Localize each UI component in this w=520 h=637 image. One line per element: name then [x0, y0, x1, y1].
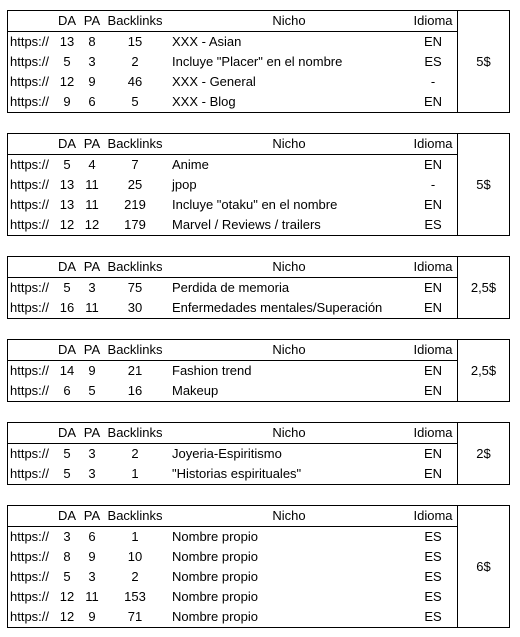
cell-backlinks: 7: [131, 157, 139, 172]
cell-pa: 3: [88, 466, 96, 481]
table-row[interactable]: [8, 32, 457, 52]
header-backlinks: Backlinks: [107, 508, 163, 523]
table-row[interactable]: [8, 155, 457, 175]
cell-nicho: Incluye "Placer" en el nombre: [172, 54, 343, 69]
header-url: [10, 340, 54, 360]
cell-nicho: Fashion trend: [172, 363, 252, 378]
header-nicho: Nicho: [272, 13, 306, 28]
cell-url[interactable]: https://: [10, 34, 50, 49]
cell-backlinks: 15: [127, 34, 143, 49]
cell-da: 5: [63, 157, 71, 172]
cell-nicho: Nombre propio: [172, 569, 258, 584]
header-backlinks: Backlinks: [107, 13, 163, 28]
cell-da: 5: [63, 280, 71, 295]
cell-backlinks: 21: [127, 363, 143, 378]
cell-nicho: Marvel / Reviews / trailers: [172, 217, 321, 232]
cell-pa: 11: [85, 300, 99, 315]
cell-idioma: ES: [424, 589, 442, 604]
cell-nicho: Nombre propio: [172, 589, 258, 604]
cell-da: 5: [63, 446, 71, 461]
cell-url[interactable]: https://: [10, 549, 50, 564]
cell-backlinks: 2: [131, 54, 139, 69]
cell-da: 12: [59, 217, 75, 232]
site-table: [7, 133, 458, 236]
cell-backlinks: 30: [127, 300, 143, 315]
cell-pa: 3: [88, 446, 96, 461]
cell-nicho: jpop: [172, 177, 197, 192]
cell-nicho: Perdida de memoria: [172, 280, 290, 295]
cell-idioma: EN: [423, 280, 443, 295]
cell-backlinks: 1: [131, 529, 139, 544]
cell-pa: 11: [85, 177, 99, 192]
table-row[interactable]: [8, 195, 457, 215]
table-row[interactable]: [8, 52, 457, 72]
cell-da: 6: [63, 383, 71, 398]
header-idioma: Idioma: [413, 136, 453, 151]
table-row[interactable]: [8, 547, 457, 567]
cell-backlinks: 75: [127, 280, 143, 295]
cell-url[interactable]: https://: [10, 280, 50, 295]
table-row[interactable]: [8, 298, 457, 318]
cell-idioma: ES: [424, 54, 442, 69]
header-row: [8, 134, 457, 155]
cell-idioma: EN: [423, 466, 443, 481]
table-row[interactable]: [8, 278, 457, 298]
cell-pa: 4: [88, 157, 96, 172]
cell-pa: 9: [88, 609, 96, 624]
header-nicho: Nicho: [272, 259, 306, 274]
cell-url[interactable]: https://: [10, 466, 50, 481]
header-idioma: Idioma: [413, 259, 453, 274]
header-url: [10, 11, 54, 31]
cell-backlinks: 1: [131, 466, 139, 481]
cell-url[interactable]: https://: [10, 54, 50, 69]
header-da: DA: [57, 259, 77, 274]
header-pa: PA: [83, 259, 101, 274]
header-idioma: Idioma: [413, 508, 453, 523]
cell-da: 14: [59, 363, 75, 378]
header-da: DA: [57, 508, 77, 523]
price-badge: 2,5$: [458, 339, 510, 402]
cell-nicho: "Historias espirituales": [172, 466, 302, 481]
table-row[interactable]: [8, 92, 457, 112]
header-row: [8, 11, 457, 32]
cell-pa: 12: [84, 217, 100, 232]
cell-da: 9: [63, 94, 71, 109]
cell-da: 12: [59, 74, 75, 89]
header-da: DA: [57, 136, 77, 151]
cell-backlinks: 153: [124, 589, 146, 604]
cell-pa: 6: [88, 94, 96, 109]
cell-backlinks: 2: [131, 569, 139, 584]
cell-backlinks: 25: [127, 177, 143, 192]
site-table: [7, 10, 458, 113]
table-row[interactable]: [8, 444, 457, 464]
cell-pa: 3: [88, 54, 96, 69]
header-url: [10, 423, 54, 443]
header-row: [8, 423, 457, 444]
price-block: [7, 133, 509, 236]
price-badge: 6$: [458, 505, 510, 628]
site-table: [7, 422, 458, 485]
header-backlinks: Backlinks: [107, 425, 163, 440]
header-url: [10, 134, 54, 154]
price-block: [7, 339, 509, 402]
cell-da: 13: [59, 177, 75, 192]
price-block: [7, 10, 509, 113]
price-badge: 5$: [458, 133, 510, 236]
header-nicho: Nicho: [272, 425, 306, 440]
header-backlinks: Backlinks: [107, 259, 163, 274]
header-idioma: Idioma: [413, 342, 453, 357]
table-row[interactable]: [8, 527, 457, 547]
site-table: [7, 256, 458, 319]
cell-pa: 3: [88, 280, 96, 295]
header-da: DA: [57, 425, 77, 440]
cell-da: 8: [63, 549, 71, 564]
cell-nicho: XXX - General: [172, 74, 256, 89]
header-row: [8, 257, 457, 278]
cell-da: 5: [63, 54, 71, 69]
header-pa: PA: [83, 342, 101, 357]
cell-pa: 11: [85, 197, 99, 212]
cell-nicho: Incluye "otaku" en el nombre: [172, 197, 338, 212]
header-url: [10, 257, 54, 277]
price-block: [7, 505, 509, 628]
cell-da: 5: [63, 569, 71, 584]
cell-pa: 3: [88, 569, 96, 584]
cell-idioma: ES: [424, 609, 442, 624]
cell-url[interactable]: https://: [10, 589, 50, 604]
cell-pa: 9: [88, 74, 96, 89]
price-badge: 2,5$: [458, 256, 510, 319]
cell-idioma: -: [430, 177, 436, 192]
cell-pa: 11: [85, 589, 99, 604]
cell-backlinks: 219: [124, 197, 146, 212]
cell-da: 13: [59, 197, 75, 212]
cell-backlinks: 2: [131, 446, 139, 461]
cell-da: 12: [59, 589, 75, 604]
header-pa: PA: [83, 508, 101, 523]
cell-backlinks: 10: [127, 549, 143, 564]
table-row[interactable]: [8, 464, 457, 484]
price-badge: 2$: [458, 422, 510, 485]
cell-nicho: Makeup: [172, 383, 219, 398]
cell-backlinks: 16: [127, 383, 143, 398]
cell-pa: 9: [88, 363, 96, 378]
header-backlinks: Backlinks: [107, 342, 163, 357]
cell-idioma: EN: [423, 383, 443, 398]
table-row[interactable]: [8, 361, 457, 381]
header-nicho: Nicho: [272, 342, 306, 357]
header-pa: PA: [83, 13, 101, 28]
header-nicho: Nicho: [272, 136, 306, 151]
cell-url[interactable]: https://: [10, 177, 50, 192]
cell-url[interactable]: https://: [10, 383, 50, 398]
price-block: [7, 422, 509, 485]
table-row[interactable]: [8, 381, 457, 401]
header-pa: PA: [83, 425, 101, 440]
cell-idioma: ES: [424, 529, 442, 544]
header-da: DA: [57, 13, 77, 28]
cell-backlinks: 46: [127, 74, 143, 89]
cell-idioma: ES: [424, 569, 442, 584]
header-row: [8, 506, 457, 527]
cell-nicho: Joyeria-Espiritismo: [172, 446, 282, 461]
header-row: [8, 340, 457, 361]
header-da: DA: [57, 342, 77, 357]
cell-idioma: -: [430, 74, 436, 89]
cell-idioma: EN: [423, 446, 443, 461]
cell-nicho: XXX - Asian: [172, 34, 242, 49]
header-url: [10, 506, 54, 526]
cell-nicho: Anime: [172, 157, 209, 172]
price-badge: 5$: [458, 10, 510, 113]
cell-backlinks: 5: [131, 94, 139, 109]
cell-url[interactable]: https://: [10, 217, 50, 232]
cell-pa: 8: [88, 34, 96, 49]
cell-idioma: EN: [423, 197, 443, 212]
cell-idioma: EN: [423, 34, 443, 49]
cell-da: 5: [63, 466, 71, 481]
cell-nicho: Nombre propio: [172, 549, 258, 564]
cell-backlinks: 71: [127, 609, 143, 624]
cell-url[interactable]: https://: [10, 74, 50, 89]
header-idioma: Idioma: [413, 13, 453, 28]
cell-da: 3: [63, 529, 71, 544]
cell-url[interactable]: https://: [10, 363, 50, 378]
site-table: [7, 505, 458, 628]
cell-da: 13: [59, 34, 75, 49]
cell-idioma: EN: [423, 363, 443, 378]
header-pa: PA: [83, 136, 101, 151]
cell-url[interactable]: https://: [10, 446, 50, 461]
cell-backlinks: 179: [124, 217, 146, 232]
cell-nicho: XXX - Blog: [172, 94, 236, 109]
table-row[interactable]: [8, 175, 457, 195]
cell-nicho: Nombre propio: [172, 609, 258, 624]
cell-nicho: Nombre propio: [172, 529, 258, 544]
header-idioma: Idioma: [413, 425, 453, 440]
cell-url[interactable]: https://: [10, 197, 50, 212]
cell-da: 12: [59, 609, 75, 624]
table-row[interactable]: [8, 567, 457, 587]
table-row[interactable]: [8, 215, 457, 235]
cell-da: 16: [59, 300, 75, 315]
table-row[interactable]: [8, 72, 457, 92]
site-table: [7, 339, 458, 402]
cell-pa: 6: [88, 529, 96, 544]
cell-url[interactable]: https://: [10, 529, 50, 544]
cell-idioma: ES: [424, 549, 442, 564]
table-row[interactable]: [8, 587, 457, 607]
cell-pa: 9: [88, 549, 96, 564]
cell-url[interactable]: https://: [10, 300, 50, 315]
cell-idioma: EN: [423, 300, 443, 315]
cell-pa: 5: [88, 383, 96, 398]
price-block: [7, 256, 509, 319]
cell-nicho: Enfermedades mentales/Superación: [172, 300, 383, 315]
cell-idioma: ES: [424, 217, 442, 232]
cell-url[interactable]: https://: [10, 569, 50, 584]
header-backlinks: Backlinks: [107, 136, 163, 151]
cell-url[interactable]: https://: [10, 94, 50, 109]
cell-url[interactable]: https://: [10, 609, 50, 624]
header-nicho: Nicho: [272, 508, 306, 523]
cell-url[interactable]: https://: [10, 157, 50, 172]
cell-idioma: EN: [423, 94, 443, 109]
table-row[interactable]: [8, 607, 457, 627]
cell-idioma: EN: [423, 157, 443, 172]
